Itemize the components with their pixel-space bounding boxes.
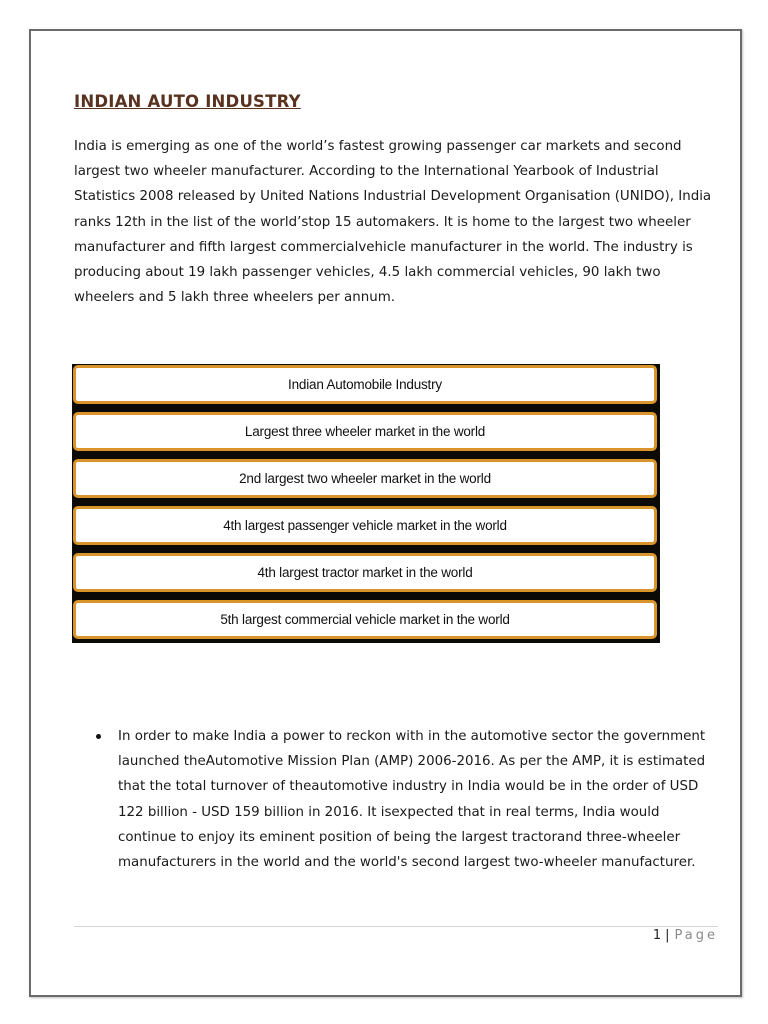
- highlight-box-stack: [72, 364, 660, 643]
- intro-paragraph: India is emerging as one of the world’s fastest growing passenger car markets and second largest two wheeler manufacturer. According to the International Yearbook of Industrial Statistics 2008 released by United Nations Industrial Development Organisation (UNIDO), India ranks 12th in the list of the world’stop 15 automakers. It is home to the largest two wheeler manufacturer and fifth largest commercialvehicle manufacturer in the world. The industry is producing about 19 lakh passenger vehicles, 4.5 lakh commercial vehicles, 90 lakh two wheelers and 5 lakh three wheelers per annum.: [74, 139, 712, 306]
- page-number: 1: [652, 928, 662, 943]
- bullet-list: [118, 724, 718, 875]
- list-item-text: In order to make India a power to reckon with in the automotive sector the government launched theAutomotive Mission Plan (AMP) 2006-2016. As per the AMP, it is estimated that the total turnover of theautomotive industry in India would be in the order of USD 122 billion - USD 159 billion in 2016. It isexpected that in real terms, India would continue to enjoy its eminent position of being the largest tractorand three-wheeler manufacturers in the world and the world's second largest two-wheeler manufacturer.: [118, 729, 706, 871]
- page-label: Page: [674, 928, 718, 943]
- highlight-box-heading: Indian Automobile Industry: [73, 365, 657, 404]
- highlight-box: 5th largest commercial vehicle market in the world: [73, 600, 657, 639]
- list-item: [118, 724, 718, 875]
- bullet-icon: [96, 734, 101, 739]
- highlight-box: 4th largest tractor market in the world: [73, 553, 657, 592]
- highlight-box: Largest three wheeler market in the world: [73, 412, 657, 451]
- highlight-box: 4th largest passenger vehicle market in the world: [73, 506, 657, 545]
- page-footer: [653, 928, 718, 943]
- highlight-box: 2nd largest two wheeler market in the world: [73, 459, 657, 498]
- footer-divider: [74, 926, 718, 927]
- footer-separator: |: [665, 928, 670, 943]
- document-title: INDIAN AUTO INDUSTRY: [74, 92, 301, 111]
